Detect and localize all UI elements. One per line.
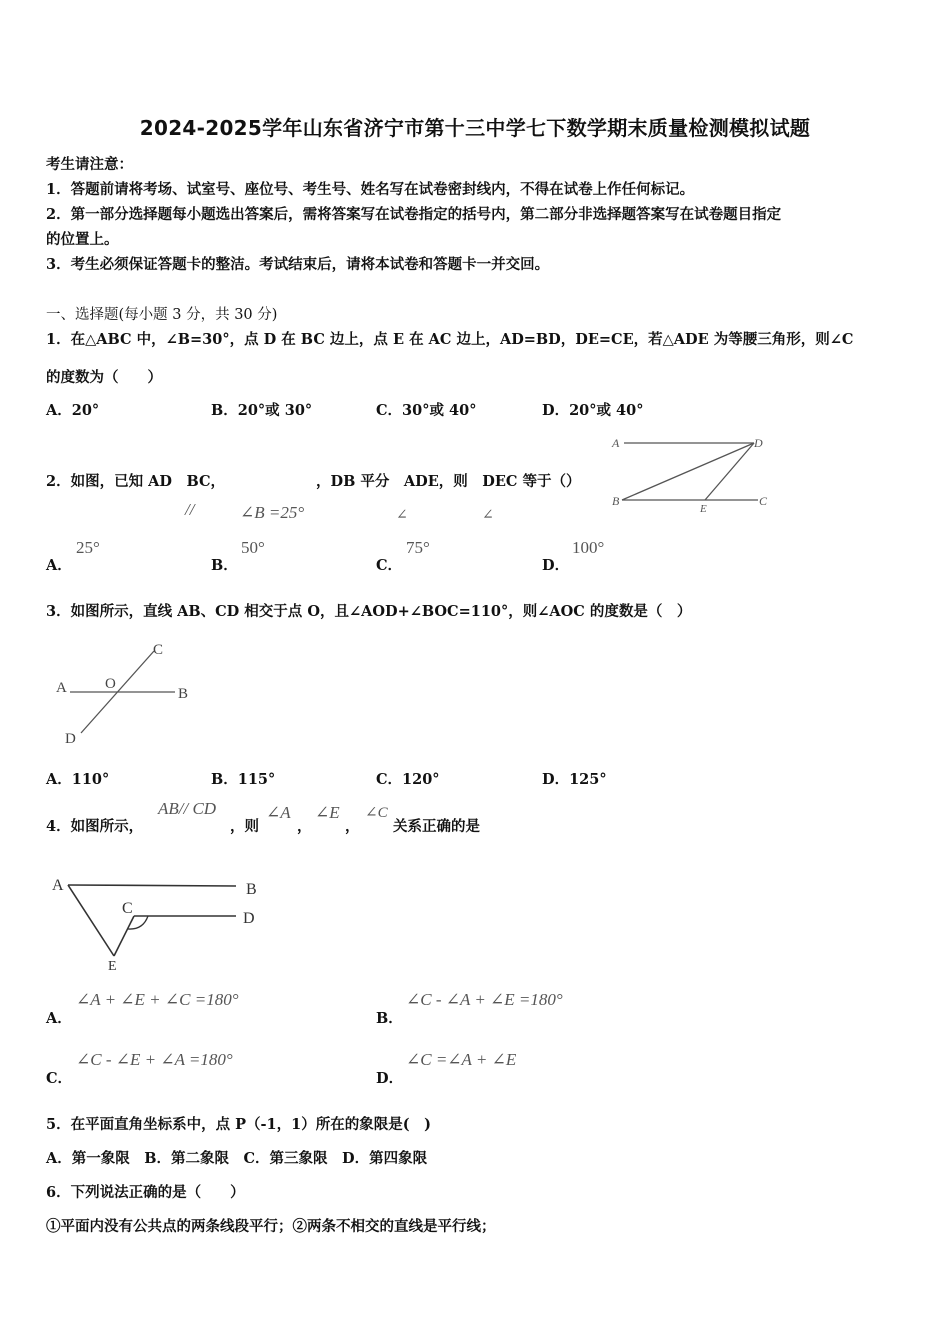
q2-option-a-letter[interactable]: A．: [46, 557, 72, 574]
label-c: C: [122, 900, 133, 917]
label-e: E: [700, 503, 707, 515]
q3-option-c[interactable]: C．120°: [376, 771, 440, 788]
angle-b-expression: ∠B =25°: [240, 503, 305, 522]
q1-option-c[interactable]: C．30°或 40°: [376, 402, 477, 419]
line-ec: [114, 916, 134, 956]
q4-option-a-value: ∠A + ∠E + ∠C =180°: [76, 990, 239, 1009]
q4-option-c-letter[interactable]: C．: [46, 1070, 73, 1087]
q4-option-d-value: ∠C =∠A + ∠E: [406, 1050, 517, 1069]
q3-option-a[interactable]: A．110°: [46, 771, 110, 788]
q4-figure: [46, 868, 271, 974]
question-1-text-cont: 的度数为（ ）: [46, 369, 162, 386]
q1-option-a[interactable]: A．20°: [46, 402, 100, 419]
question-4-text-a: 4．如图所示，: [46, 818, 144, 835]
question-6-statement: ①平面内没有公共点的两条线段平行；②两条不相交的直线是平行线；: [46, 1218, 496, 1235]
label-d: D: [243, 910, 255, 927]
question-3-text: 3．如图所示，直线 AB、CD 相交于点 O，且∠AOD+∠BOC=110°，则∠AOC 的度数是（ ）: [46, 603, 692, 620]
line-ae: [68, 885, 114, 956]
q2-option-d-letter[interactable]: D．: [542, 557, 570, 574]
q2-figure: [608, 430, 778, 516]
notice-item: 2．第一部分选择题每小题选出答案后，需将答案写在试卷指定的括号内，第二部分非选择题答案写在试卷题目指定: [46, 206, 782, 223]
q4-option-c-value: ∠C - ∠E + ∠A =180°: [76, 1050, 233, 1069]
page-title: 2024-2025学年山东省济宁市第十三中学七下数学期末质量检测模拟试题: [139, 116, 811, 140]
q4-option-a-letter[interactable]: A．: [46, 1010, 72, 1027]
question-4-text-c: 关系正确的是: [393, 818, 480, 835]
q3-option-b[interactable]: B．115°: [211, 771, 276, 788]
q1-option-b[interactable]: B．20°或 30°: [211, 402, 313, 419]
label-b: B: [612, 494, 620, 508]
q2-option-a-value: 25°: [76, 538, 100, 557]
notice-item: 3．考生必须保证答题卡的整洁。考试结束后，请将本试卷和答题卡一并交回。: [46, 256, 550, 273]
angle-c-expression: ∠C: [365, 805, 388, 821]
label-c: C: [759, 494, 768, 508]
angle-symbol: ∠: [482, 508, 494, 523]
line-de: [705, 443, 754, 500]
separator: ，: [297, 818, 312, 835]
line-ab: [68, 885, 236, 886]
label-o: O: [105, 676, 116, 692]
q5-options[interactable]: A．第一象限 B．第二象限 C．第三象限 D．第四象限: [46, 1150, 428, 1167]
q3-option-d[interactable]: D．125°: [542, 771, 607, 788]
label-c: C: [153, 642, 164, 658]
label-a: A: [52, 877, 64, 894]
angle-a-expression: ∠A: [266, 803, 291, 822]
label-a: A: [612, 436, 620, 450]
q3-figure: [50, 636, 200, 748]
label-a: A: [56, 680, 67, 696]
question-2-text-a: 2．如图，已知 AD BC，: [46, 473, 226, 490]
label-b: B: [246, 881, 257, 898]
separator: ，: [345, 818, 360, 835]
q2-option-b-letter[interactable]: B．: [211, 557, 238, 574]
label-e: E: [108, 959, 117, 974]
q2-option-c-value: 75°: [406, 538, 430, 557]
notice-heading: 考生请注意：: [46, 156, 133, 173]
angle-symbol: ∠: [396, 508, 408, 523]
q2-option-d-value: 100°: [572, 538, 605, 557]
angle-e-expression: ∠E: [315, 803, 340, 822]
q4-option-b-letter[interactable]: B．: [376, 1010, 403, 1027]
label-b: B: [178, 686, 189, 702]
parallel-symbol: //: [185, 500, 195, 519]
question-4-text-b: ，则: [230, 818, 259, 835]
notice-item: 1．答题前请将考场、试室号、座位号、考生号、姓名写在试卷密封线内，不得在试卷上作任何标记。: [46, 181, 695, 198]
parallel-expression: AB// CD: [158, 799, 217, 818]
line-bd: [622, 443, 754, 500]
question-2-text-b: ，DB 平分 ADE，则 DEC 等于（）: [316, 473, 581, 490]
q2-option-b-value: 50°: [241, 538, 265, 557]
label-d: D: [754, 436, 763, 450]
notice-item: 的位置上。: [46, 231, 119, 248]
label-d: D: [65, 731, 76, 747]
q4-option-d-letter[interactable]: D．: [376, 1070, 404, 1087]
q4-option-b-value: ∠C - ∠A + ∠E =180°: [406, 990, 563, 1009]
question-1-text: 1．在△ABC 中，∠B=30°，点 D 在 BC 边上，点 E 在 AC 边上，AD=BD，DE=CE，若△ADE 为等腰三角形，则∠C: [46, 331, 854, 348]
q1-option-d[interactable]: D．20°或 40°: [542, 402, 644, 419]
q2-option-c-letter[interactable]: C．: [376, 557, 403, 574]
question-5-text: 5．在平面直角坐标系中，点 P（-1，1）所在的象限是( ): [46, 1116, 431, 1133]
question-6-text: 6．下列说法正确的是（ ）: [46, 1184, 245, 1201]
section-heading: 一、选择题(每小题 3 分，共 30 分): [46, 307, 278, 323]
